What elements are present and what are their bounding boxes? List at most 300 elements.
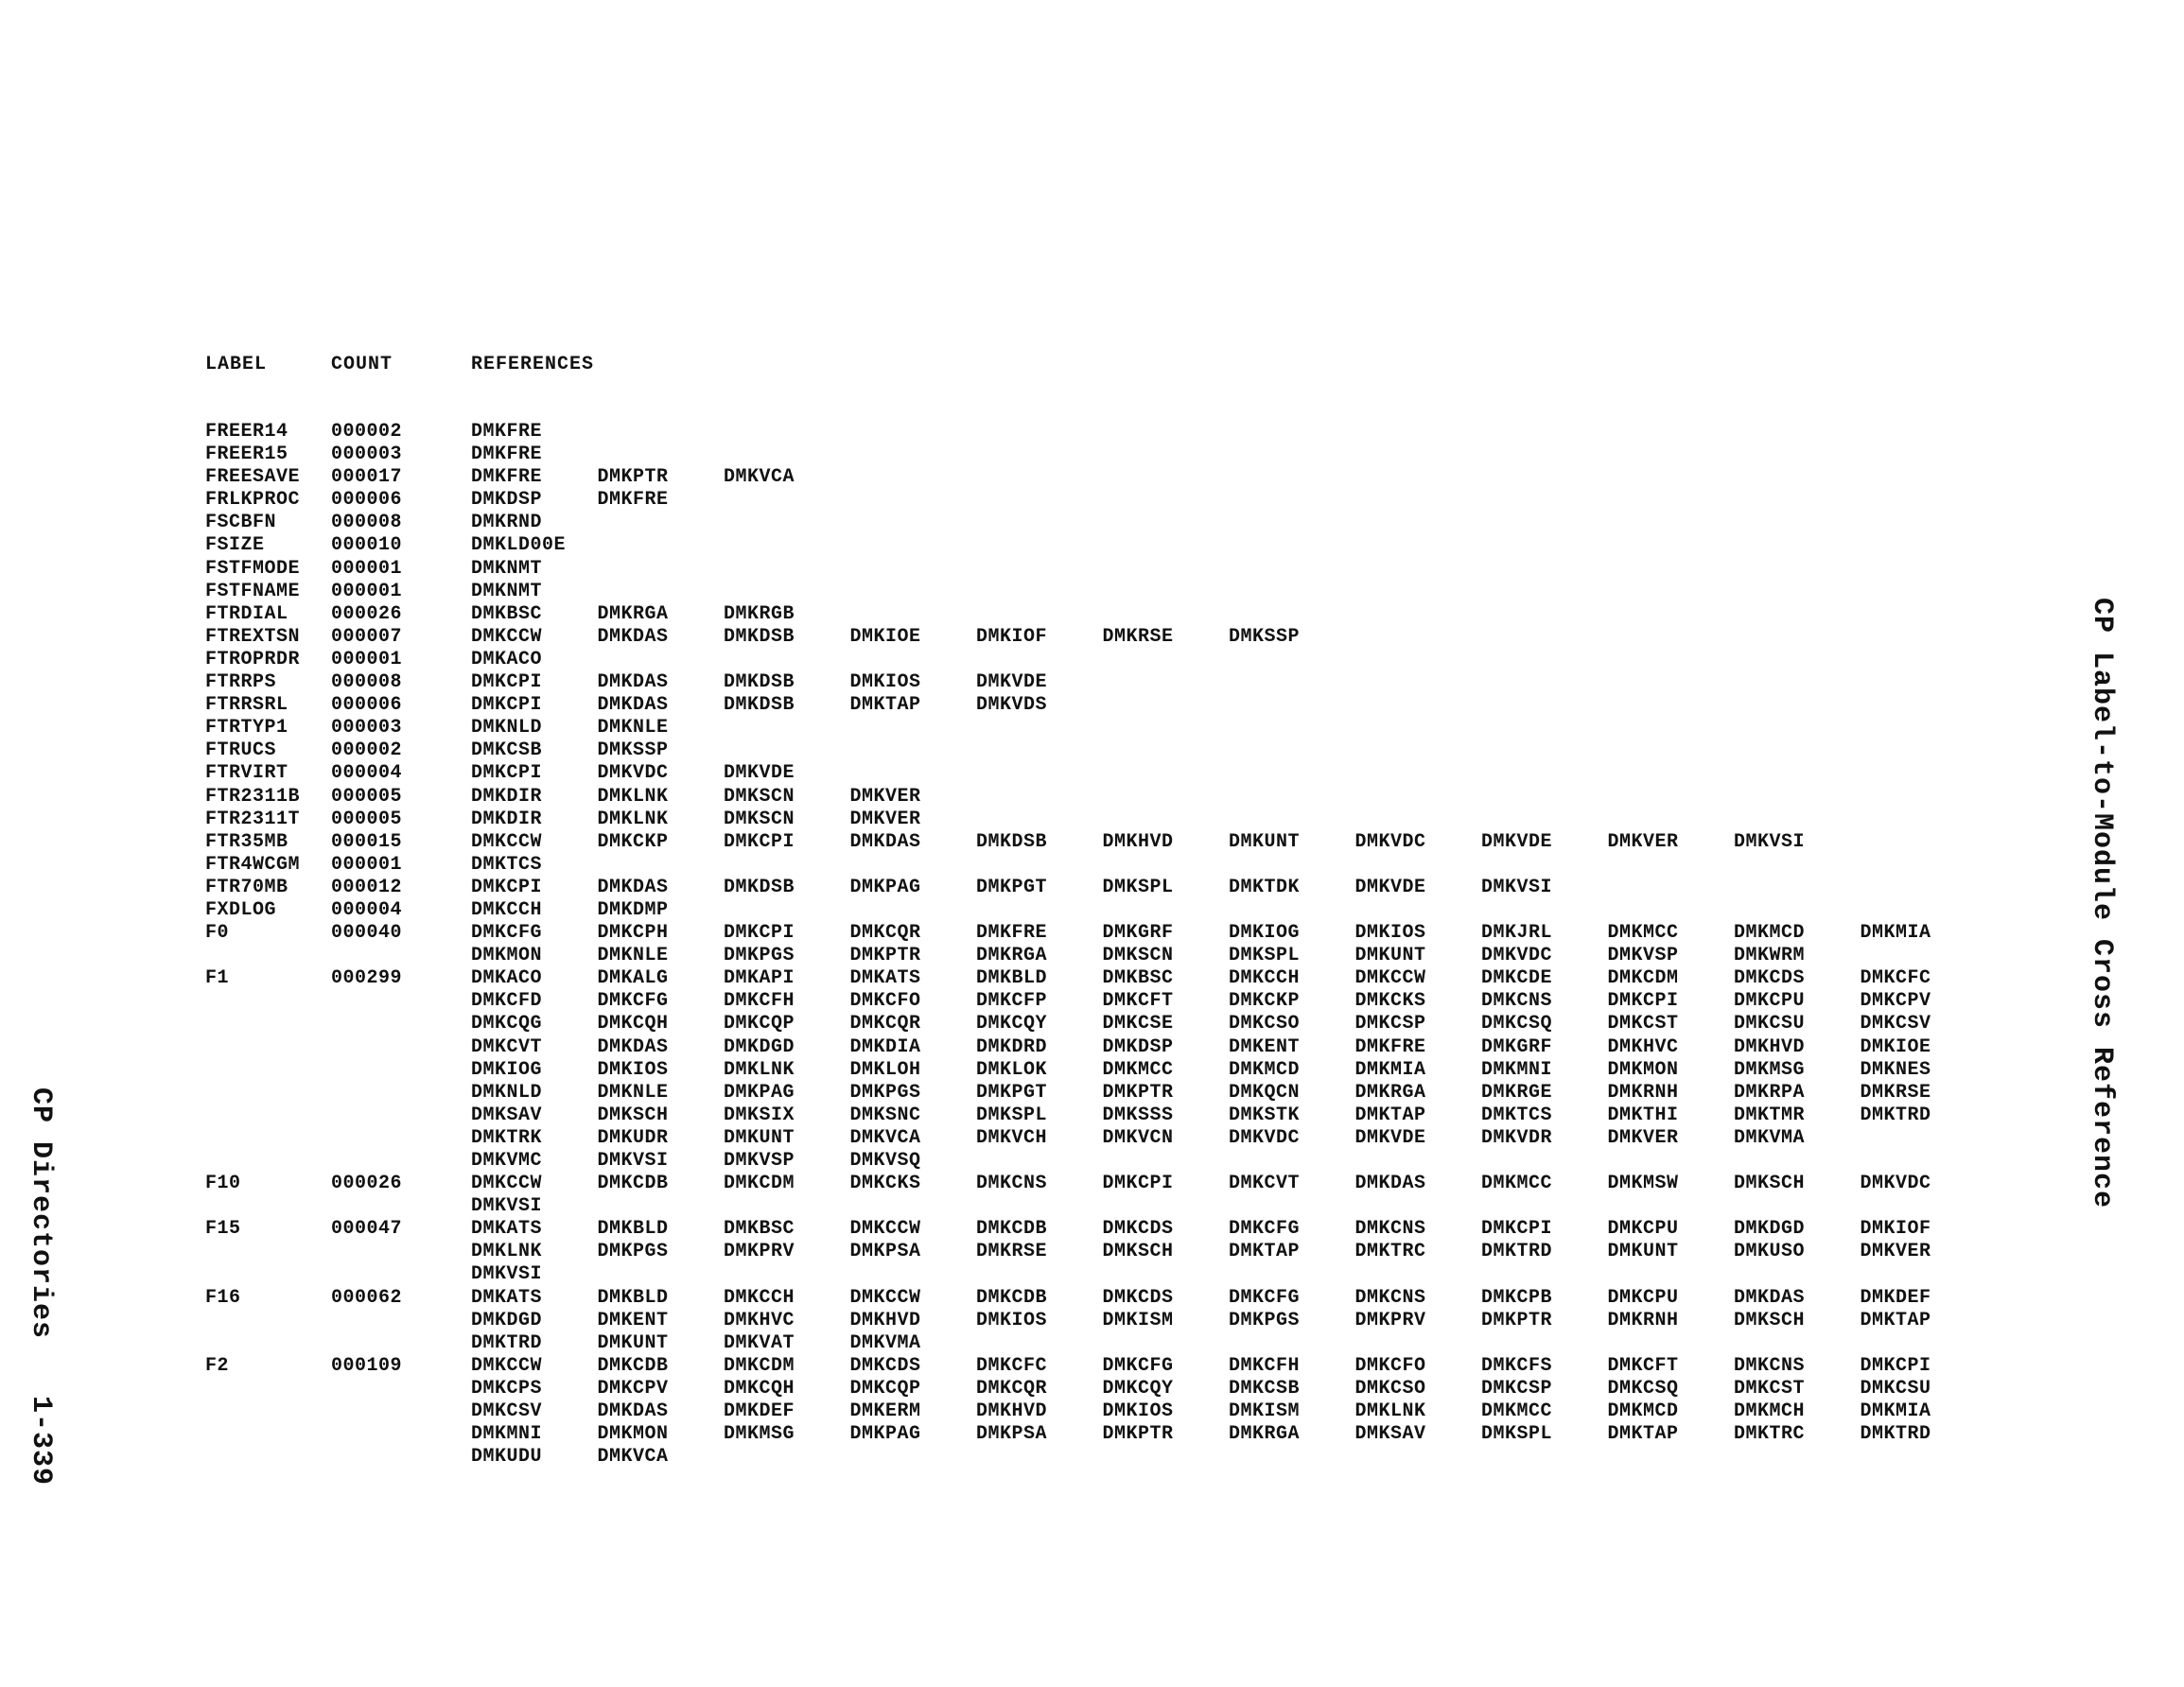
module-reference: DMKPAG (849, 1423, 921, 1446)
module-reference: DMKMCC (1481, 1173, 1553, 1195)
module-reference: DMKAPI (724, 967, 795, 990)
module-reference: DMKPSA (849, 1241, 921, 1263)
module-reference: DMKCCW (1354, 967, 1426, 990)
module-reference: DMKDAS (597, 694, 669, 717)
module-reference: DMKNMT (471, 557, 543, 580)
module-reference: DMKLNK (724, 1058, 795, 1081)
row-count: 000005 (331, 808, 403, 830)
module-reference: DMKCVT (471, 1035, 543, 1058)
module-reference: DMKVMA (849, 1331, 921, 1354)
module-reference: DMKVSI (1481, 876, 1553, 898)
module-reference: DMKCDB (976, 1218, 1048, 1241)
module-reference: DMKVDC (1860, 1173, 1931, 1195)
module-reference: DMKLNK (1354, 1400, 1426, 1423)
module-reference: DMKPTR (1102, 1423, 1174, 1446)
module-reference: DMKCSO (1229, 1013, 1301, 1035)
module-reference: DMKCSV (471, 1400, 543, 1423)
module-reference: DMKCFG (471, 922, 543, 945)
module-reference: DMKVDE (1354, 876, 1426, 898)
module-reference: DMKMCD (1229, 1058, 1301, 1081)
module-reference: DMKDGD (1734, 1218, 1806, 1241)
module-reference: DMKCPI (471, 876, 543, 898)
module-reference: DMKCCH (724, 1286, 795, 1309)
module-reference: DMKCST (1607, 1013, 1679, 1035)
module-reference: DMKATS (849, 967, 921, 990)
module-reference: DMKVSI (597, 1150, 669, 1172)
module-reference: DMKIOE (1860, 1035, 1931, 1058)
row-label: FSTFNAME (205, 580, 301, 602)
module-reference: DMKCPI (724, 830, 795, 853)
module-reference: DMKPGT (976, 1081, 1048, 1104)
module-reference: DMKIOS (1102, 1400, 1174, 1423)
row-label: FTRUCS (205, 739, 277, 762)
module-reference: DMKNLE (597, 717, 669, 739)
module-reference: DMKTMR (1734, 1104, 1806, 1126)
module-reference: DMKMIA (1354, 1058, 1426, 1081)
row-label: FTRRPS (205, 671, 277, 694)
module-reference: DMKDAS (597, 625, 669, 648)
module-reference: DMKNLD (471, 717, 543, 739)
module-reference: DMKDSB (724, 671, 795, 694)
module-reference: DMKDGD (471, 1309, 543, 1331)
module-reference: DMKCSQ (1607, 1377, 1679, 1400)
module-reference: DMKPAG (849, 876, 921, 898)
module-reference: DMKSTK (1229, 1104, 1301, 1126)
row-label: F0 (205, 922, 230, 945)
module-reference: DMKVSP (724, 1150, 795, 1172)
module-reference: DMKCFC (976, 1354, 1048, 1377)
module-reference: DMKDAS (1354, 1173, 1426, 1195)
module-reference: DMKGRF (1481, 1035, 1553, 1058)
module-reference: DMKCKS (1354, 990, 1426, 1013)
module-reference: DMKDIR (471, 808, 543, 830)
module-reference: DMKBLD (976, 967, 1048, 990)
module-reference: DMKSCN (724, 785, 795, 808)
row-label: FTROPRDR (205, 648, 301, 670)
module-reference: DMKCFT (1607, 1354, 1679, 1377)
module-reference: DMKTAP (1354, 1104, 1426, 1126)
module-reference: DMKCSU (1734, 1013, 1806, 1035)
module-reference: DMKSNC (849, 1104, 921, 1126)
module-reference: DMKVDC (597, 762, 669, 785)
module-reference: DMKCQR (849, 922, 921, 945)
module-reference: DMKCFO (1354, 1354, 1426, 1377)
module-reference: DMKRGB (724, 602, 795, 625)
row-count: 000026 (331, 602, 403, 625)
module-reference: DMKDIA (849, 1035, 921, 1058)
module-reference: DMKCFS (1481, 1354, 1553, 1377)
module-reference: DMKTRD (1860, 1423, 1931, 1446)
module-reference: DMKCKS (849, 1173, 921, 1195)
module-reference: DMKGRF (1102, 922, 1174, 945)
module-reference: DMKSCH (597, 1104, 669, 1126)
module-reference: DMKVCA (597, 1446, 669, 1469)
module-reference: DMKALG (597, 967, 669, 990)
module-reference: DMKCPV (597, 1377, 669, 1400)
module-reference: DMKCPS (471, 1377, 543, 1400)
module-reference: DMKIOF (976, 625, 1048, 648)
module-reference: DMKCDS (1734, 967, 1806, 990)
module-reference: DMKSCH (1734, 1173, 1806, 1195)
module-reference: DMKTDK (1229, 876, 1301, 898)
row-count: 000010 (331, 534, 403, 557)
module-reference: DMKPTR (849, 945, 921, 967)
module-reference: DMKCQG (471, 1013, 543, 1035)
module-reference: DMKIOG (1229, 922, 1301, 945)
module-reference: DMKNMT (471, 580, 543, 602)
row-label: F2 (205, 1354, 230, 1377)
module-reference: DMKDAS (597, 1035, 669, 1058)
module-reference: DMKWRM (1734, 945, 1806, 967)
row-label: FSIZE (205, 534, 265, 557)
module-reference: DMKCSQ (1481, 1013, 1553, 1035)
module-reference: DMKCFG (1229, 1286, 1301, 1309)
module-reference: DMKCSP (1354, 1013, 1426, 1035)
row-label: F16 (205, 1286, 241, 1309)
module-reference: DMKCQR (976, 1377, 1048, 1400)
module-reference: DMKMIA (1860, 922, 1931, 945)
module-reference: DMKDSP (471, 489, 543, 512)
module-reference: DMKTCS (1481, 1104, 1553, 1126)
module-reference: DMKSSP (1229, 625, 1301, 648)
module-reference: DMKMON (471, 945, 543, 967)
module-reference: DMKDAS (597, 671, 669, 694)
module-reference: DMKVER (1607, 1126, 1679, 1149)
module-reference: DMKDEF (724, 1400, 795, 1423)
module-reference: DMKCPI (471, 762, 543, 785)
header-count: COUNT (331, 354, 393, 375)
module-reference: DMKCQY (976, 1013, 1048, 1035)
module-reference: DMKPRV (1354, 1309, 1426, 1331)
module-reference: DMKRGE (1481, 1081, 1553, 1104)
module-reference: DMKCQP (724, 1013, 795, 1035)
module-reference: DMKDSB (724, 876, 795, 898)
module-reference: DMKSCN (1102, 945, 1174, 967)
module-reference: DMKDGD (724, 1035, 795, 1058)
module-reference: DMKDSB (976, 830, 1048, 853)
row-label: FSTFMODE (205, 557, 301, 580)
module-reference: DMKSPL (1229, 945, 1301, 967)
row-count: 000005 (331, 785, 403, 808)
module-reference: DMKRSE (976, 1241, 1048, 1263)
module-reference: DMKLNK (471, 1241, 543, 1263)
module-reference: DMKPTR (597, 466, 669, 489)
row-label: FTR35MB (205, 830, 288, 853)
row-count: 000062 (331, 1286, 403, 1309)
module-reference: DMKVDE (976, 671, 1048, 694)
module-reference: DMKUNT (597, 1331, 669, 1354)
module-reference: DMKCDM (1607, 967, 1679, 990)
module-reference: DMKCPU (1607, 1218, 1679, 1241)
module-reference: DMKUNT (724, 1126, 795, 1149)
module-reference: DMKTCS (471, 853, 543, 876)
module-reference: DMKIOF (1860, 1218, 1931, 1241)
module-reference: DMKTAP (1860, 1309, 1931, 1331)
module-reference: DMKVCA (724, 466, 795, 489)
module-reference: DMKCDM (724, 1173, 795, 1195)
module-reference: DMKCNS (1481, 990, 1553, 1013)
row-count: 000003 (331, 717, 403, 739)
module-reference: DMKCDS (1102, 1286, 1174, 1309)
module-reference: DMKTRD (1860, 1104, 1931, 1126)
module-reference: DMKENT (597, 1309, 669, 1331)
module-reference: DMKUSO (1734, 1241, 1806, 1263)
module-reference: DMKCSE (1102, 1013, 1174, 1035)
module-reference: DMKCFP (976, 990, 1048, 1013)
module-reference: DMKRGA (976, 945, 1048, 967)
module-reference: DMKMSG (724, 1423, 795, 1446)
module-reference: DMKLOH (849, 1058, 921, 1081)
module-reference: DMKIOG (471, 1058, 543, 1081)
module-reference: DMKCDS (1102, 1218, 1174, 1241)
header-references: REFERENCES (471, 354, 595, 375)
row-count: 000012 (331, 876, 403, 898)
module-reference: DMKMCH (1734, 1400, 1806, 1423)
module-reference: DMKUDR (597, 1126, 669, 1149)
row-count: 000001 (331, 853, 403, 876)
module-reference: DMKCCH (471, 898, 543, 921)
module-reference: DMKHVD (849, 1309, 921, 1331)
module-reference: DMKDSP (1102, 1035, 1174, 1058)
module-reference: DMKFRE (1354, 1035, 1426, 1058)
module-reference: DMKDSB (724, 625, 795, 648)
module-reference: DMKSCH (1734, 1309, 1806, 1331)
module-reference: DMKCSO (1354, 1377, 1426, 1400)
module-reference: DMKTAP (1607, 1423, 1679, 1446)
module-reference: DMKVDE (1354, 1126, 1426, 1149)
module-reference: DMKSSP (597, 739, 669, 762)
module-reference: DMKMSW (1607, 1173, 1679, 1195)
row-count: 000015 (331, 830, 403, 853)
module-reference: DMKCFG (1102, 1354, 1174, 1377)
module-reference: DMKCFG (597, 990, 669, 1013)
module-reference: DMKATS (471, 1286, 543, 1309)
module-reference: DMKIOS (1354, 922, 1426, 945)
module-reference: DMKISM (1229, 1400, 1301, 1423)
row-count: 000002 (331, 739, 403, 762)
module-reference: DMKHVC (724, 1309, 795, 1331)
module-reference: DMKCPU (1607, 1286, 1679, 1309)
module-reference: DMKVMA (1734, 1126, 1806, 1149)
module-reference: DMKMCD (1734, 922, 1806, 945)
module-reference: DMKRND (471, 512, 543, 534)
module-reference: DMKUDU (471, 1446, 543, 1469)
module-reference: DMKSSS (1102, 1104, 1174, 1126)
module-reference: DMKCSB (471, 739, 543, 762)
module-reference: DMKTRD (1481, 1241, 1553, 1263)
module-reference: DMKMON (597, 1423, 669, 1446)
module-reference: DMKCFC (1860, 967, 1931, 990)
module-reference: DMKVER (849, 785, 921, 808)
module-reference: DMKVDC (1354, 830, 1426, 853)
module-reference: DMKDAS (597, 876, 669, 898)
module-reference: DMKRNH (1607, 1081, 1679, 1104)
row-count: 000006 (331, 694, 403, 717)
module-reference: DMKVSP (1607, 945, 1679, 967)
page-number: 1-339 (25, 1396, 57, 1487)
module-reference: DMKCCW (849, 1286, 921, 1309)
module-reference: DMKMCC (1481, 1400, 1553, 1423)
module-reference: DMKTHI (1607, 1104, 1679, 1126)
module-reference: DMKHVD (976, 1400, 1048, 1423)
module-reference: DMKISM (1102, 1309, 1174, 1331)
row-count: 000047 (331, 1218, 403, 1241)
module-reference: DMKFRE (976, 922, 1048, 945)
module-reference: DMKPAG (724, 1081, 795, 1104)
row-count: 000007 (331, 625, 403, 648)
module-reference: DMKCCW (471, 830, 543, 853)
module-reference: DMKIOS (976, 1309, 1048, 1331)
module-reference: DMKSCH (1102, 1241, 1174, 1263)
module-reference: DMKPGS (724, 945, 795, 967)
module-reference: DMKCNS (1354, 1218, 1426, 1241)
section-title: CP Directories (25, 1087, 57, 1340)
module-reference: DMKPGS (597, 1241, 669, 1263)
module-reference: DMKCFG (1229, 1218, 1301, 1241)
row-label: FTRRSRL (205, 694, 288, 717)
module-reference: DMKBSC (1102, 967, 1174, 990)
module-reference: DMKRGA (1354, 1081, 1426, 1104)
module-reference: DMKFRE (597, 489, 669, 512)
module-reference: DMKMON (1607, 1058, 1679, 1081)
module-reference: DMKCPU (1734, 990, 1806, 1013)
module-reference: DMKFRE (471, 443, 543, 466)
row-label: F10 (205, 1173, 241, 1195)
row-count: 000001 (331, 648, 403, 670)
module-reference: DMKVCH (976, 1126, 1048, 1149)
module-reference: DMKCQP (849, 1377, 921, 1400)
module-reference: DMKCSV (1860, 1013, 1931, 1035)
module-reference: DMKDRD (976, 1035, 1048, 1058)
module-reference: DMKRSE (1860, 1081, 1931, 1104)
module-reference: DMKVDE (724, 762, 795, 785)
module-reference: DMKCPV (1860, 990, 1931, 1013)
row-count: 000003 (331, 443, 403, 466)
module-reference: DMKTAP (1229, 1241, 1301, 1263)
module-reference: DMKCPB (1481, 1286, 1553, 1309)
module-reference: DMKCDB (976, 1286, 1048, 1309)
module-reference: DMKPGT (976, 876, 1048, 898)
module-reference: DMKCCW (471, 1354, 543, 1377)
module-reference: DMKVSI (471, 1195, 543, 1218)
module-reference: DMKDAS (1734, 1286, 1806, 1309)
module-reference: DMKVCA (849, 1126, 921, 1149)
module-reference: DMKCNS (976, 1173, 1048, 1195)
module-reference: DMKMNI (1481, 1058, 1553, 1081)
module-reference: DMKCSP (1481, 1377, 1553, 1400)
row-label: FTRDIAL (205, 602, 288, 625)
row-label: FTRVIRT (205, 762, 288, 785)
row-label: FREER15 (205, 443, 288, 466)
module-reference: DMKRNH (1607, 1309, 1679, 1331)
module-reference: DMKVSI (1734, 830, 1806, 853)
module-reference: DMKACO (471, 967, 543, 990)
module-reference: DMKCPI (471, 671, 543, 694)
module-reference: DMKPGS (1229, 1309, 1301, 1331)
module-reference: DMKCDM (724, 1354, 795, 1377)
module-reference: DMKCFH (1229, 1354, 1301, 1377)
module-reference: DMKQCN (1229, 1081, 1301, 1104)
module-reference: DMKACO (471, 648, 543, 670)
module-reference: DMKIOE (849, 625, 921, 648)
module-reference: DMKFRE (471, 421, 543, 443)
module-reference: DMKCQH (597, 1013, 669, 1035)
module-reference: DMKNLD (471, 1081, 543, 1104)
module-reference: DMKCFT (1102, 990, 1174, 1013)
module-reference: DMKHVD (1734, 1035, 1806, 1058)
row-count: 000004 (331, 762, 403, 785)
module-reference: DMKVSQ (849, 1150, 921, 1172)
module-reference: DMKDIR (471, 785, 543, 808)
module-reference: DMKJRL (1481, 922, 1553, 945)
row-label: F1 (205, 967, 230, 990)
module-reference: DMKTRC (1354, 1241, 1426, 1263)
module-reference: DMKVDR (1481, 1126, 1553, 1149)
module-reference: DMKMSG (1734, 1058, 1806, 1081)
module-reference: DMKMNI (471, 1423, 543, 1446)
module-reference: DMKCCW (849, 1218, 921, 1241)
module-reference: DMKVMC (471, 1150, 543, 1172)
side-caption-right: CP Label-to-Module Cross Reference (2086, 597, 2118, 1209)
module-reference: DMKNLE (597, 1081, 669, 1104)
module-reference: DMKCDE (1481, 967, 1553, 990)
module-reference: DMKBSC (471, 602, 543, 625)
module-reference: DMKRGA (597, 602, 669, 625)
module-reference: DMKVSI (471, 1263, 543, 1286)
module-reference: DMKSAV (471, 1104, 543, 1126)
module-reference: DMKCPI (1607, 990, 1679, 1013)
module-reference: DMKNLE (597, 945, 669, 967)
module-reference: DMKTRK (471, 1126, 543, 1149)
module-reference: DMKPTR (1481, 1309, 1553, 1331)
module-reference: DMKPSA (976, 1423, 1048, 1446)
module-reference: DMKVDC (1229, 1126, 1301, 1149)
module-reference: DMKPRV (724, 1241, 795, 1263)
row-count: 000008 (331, 512, 403, 534)
row-count: 000004 (331, 898, 403, 921)
module-reference: DMKDMP (597, 898, 669, 921)
row-count: 000109 (331, 1354, 403, 1377)
module-reference: DMKUNT (1229, 830, 1301, 853)
module-reference: DMKBSC (724, 1218, 795, 1241)
module-reference: DMKCFO (849, 990, 921, 1013)
module-reference: DMKNES (1860, 1058, 1931, 1081)
module-reference: DMKDSB (724, 694, 795, 717)
module-reference: DMKCPI (471, 694, 543, 717)
module-reference: DMKCNS (1354, 1286, 1426, 1309)
row-label: FTR4WCGM (205, 853, 301, 876)
module-reference: DMKMCC (1102, 1058, 1174, 1081)
module-reference: DMKCDB (597, 1173, 669, 1195)
module-reference: DMKCKP (597, 830, 669, 853)
module-reference: DMKDAS (597, 1400, 669, 1423)
module-reference: DMKENT (1229, 1035, 1301, 1058)
module-reference: DMKVER (1860, 1241, 1931, 1263)
module-reference: DMKCQY (1102, 1377, 1174, 1400)
row-label: F15 (205, 1218, 241, 1241)
module-reference: DMKCPI (1481, 1218, 1553, 1241)
row-label: FREESAVE (205, 466, 301, 489)
module-reference: DMKVCN (1102, 1126, 1174, 1149)
module-reference: DMKIOS (597, 1058, 669, 1081)
module-reference: DMKCPI (1102, 1173, 1174, 1195)
row-count: 000026 (331, 1173, 403, 1195)
module-reference: DMKSPL (1102, 876, 1174, 898)
row-count: 000008 (331, 671, 403, 694)
module-reference: DMKTAP (849, 694, 921, 717)
row-count: 000299 (331, 967, 403, 990)
module-reference: DMKVDS (976, 694, 1048, 717)
